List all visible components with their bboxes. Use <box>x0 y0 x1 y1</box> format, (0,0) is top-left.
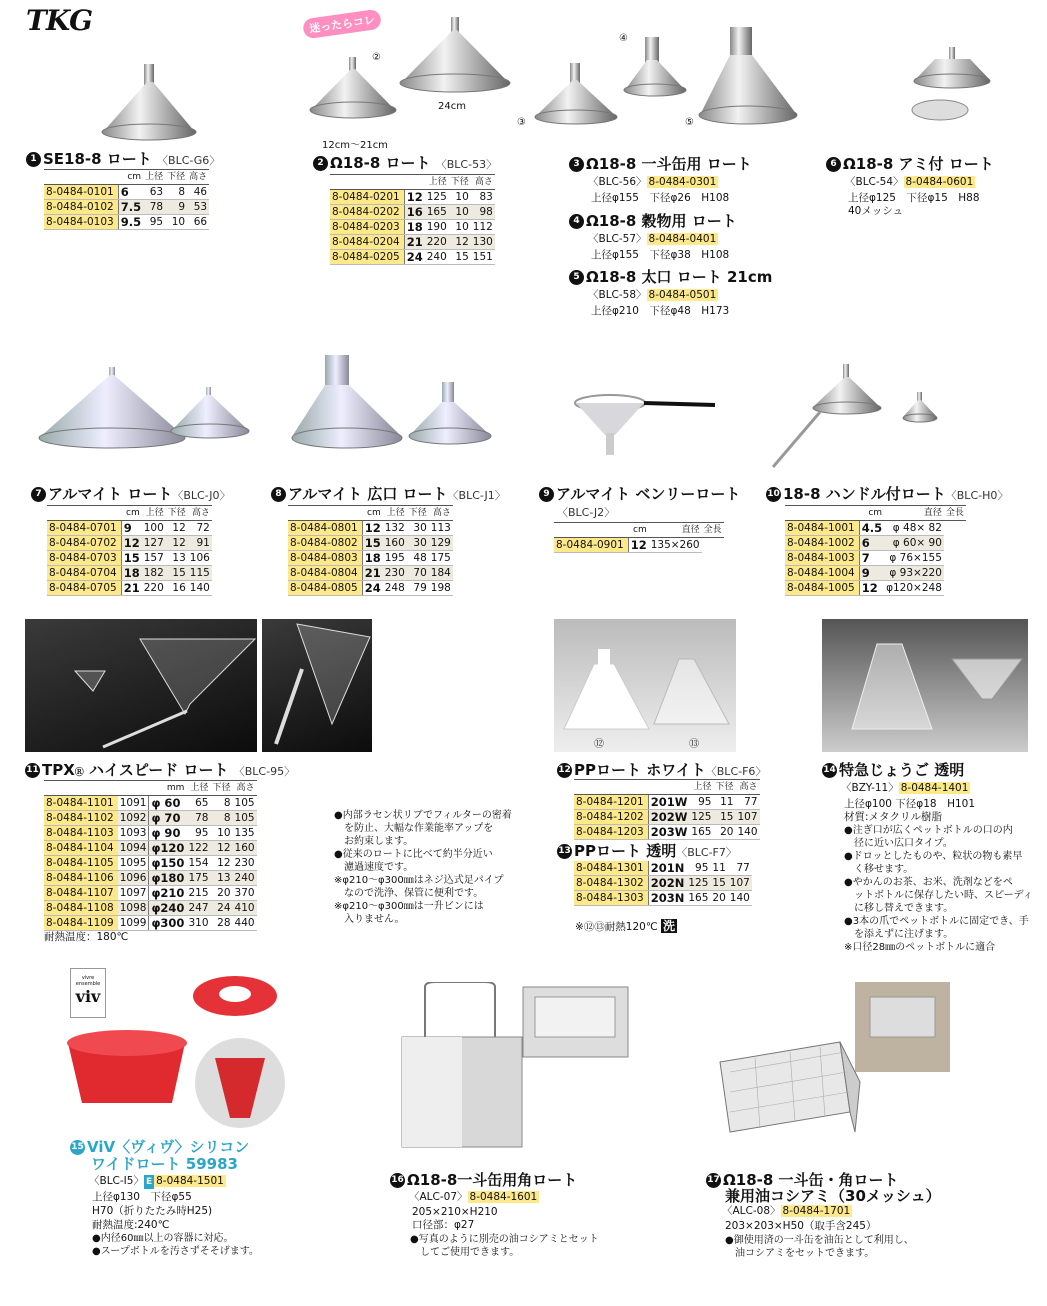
image-label: ⑬ <box>689 739 699 750</box>
code-line: 〈ALC-08〉 8-0484-1701 <box>722 1205 851 1217</box>
funnel-image-1 <box>95 62 205 147</box>
quick-funnel-photo <box>822 619 1028 752</box>
spec-table: 上径 下径 高さ 8-0484-0201 12 125 10 83 8-0484-0202 16 165 10 98 8-0484-0203 18 190 10 112 8-0484-0204 21 220 12 130 8-0484-0205 24 240 15 151 <box>330 174 495 265</box>
feature-notes: ●内部ラセン状リブでフィルターの密着 を防止、大幅な作業能率アップを お約束します。 ●従来のロートに比べて約半分近い 濾過速度です。 ※φ210～φ300㎜はネジ込式足パイプ なので洗浄、保管に便利です。 ※φ210～φ300㎜は一升ビンには 入りません。 <box>334 810 512 925</box>
heat-note: ※⑫⑬耐熱120℃ 洗 <box>575 919 675 933</box>
spec-line: H70（折りたたみ時H25) <box>92 1205 213 1217</box>
product-title: 10 18-8 ハンドル付ロート〈BLC-H0〉 <box>767 485 1009 503</box>
funnel-image-10 <box>765 362 965 472</box>
feature-notes: ●御使用済の一斗缶を油缶として利用し、 油コシアミをセットできます。 <box>725 1235 914 1259</box>
dishwasher-icon: 洗 <box>662 919 675 933</box>
image-label: ⑤ <box>685 117 694 128</box>
product-title-2: ワイドロート 59983 <box>91 1155 238 1173</box>
code-line: 〈BLC-I5〉 E 8-0484-1501 <box>89 1175 224 1187</box>
product-title: 12 PPロート ホワイト〈BLC-F6〉 <box>558 761 767 779</box>
spec-line: 205×210×H210 <box>412 1206 498 1218</box>
funnel-image-8 <box>285 350 510 460</box>
pp-funnel-photo <box>554 619 736 752</box>
funnel-image-6 <box>895 45 1005 125</box>
product-title: 2 Ω18-8 ロート 〈BLC-53〉 <box>313 154 497 174</box>
spec-line: 203×203×H50（取手含245） <box>725 1220 877 1232</box>
spec-line: 上径φ125 下径φ15 H88 <box>848 192 980 204</box>
spec-table: 8-0484-1301 201N 95 11 77 8-0484-1302 202N 125 15 107 8-0484-1303 203N 165 20 140 <box>576 861 750 905</box>
viv-logo: vivre ensemble viv <box>70 968 106 1018</box>
brand-logo: TKG <box>26 4 93 37</box>
product-title-2: 兼用油コシアミ（30メッシュ） <box>725 1187 941 1205</box>
spec-table: cm 上径 下径 高さ 8-0484-0701 9 100 12 72 8-0484-0702 12 127 12 91 8-0484-0703 15 157 13 106 8-0484-0704 18 182 15 115 8-0484-0705 21 220 16 140 <box>47 505 212 596</box>
e-icon: E <box>145 1177 153 1187</box>
funnel-image-7 <box>30 365 270 460</box>
product-title: 3 Ω18-8 一斗缶用 ロート <box>569 155 752 173</box>
product-title: 11 TPXⓇ ハイスピード ロート 〈BLC-95〉 <box>26 761 296 779</box>
feature-notes: ●注ぎ口が広くペットボトルの口の内 径に近い広口タイプ。 ●ドロッとしたものや、粒状の物も素早 く移せます。 ●やかんのお茶、お米、洗剤などをペ ットボトルに保存したい時、スピーディ に移し替えできます。 ●3本の爪でペットボトルに固定でき、手 を添えずに注げます。 ※口径28㎜のペットボトルに適合 <box>844 825 1033 953</box>
product-title: 17 Ω18-8 一斗缶・角ロート <box>707 1171 899 1189</box>
product-title: 16 Ω18-8一斗缶用角ロート <box>391 1171 578 1189</box>
feature-notes: ●内径60㎜以上の容器に対応。 ●スープボトルを汚さずそそげます。 <box>92 1233 259 1257</box>
spec-line: 口径部：φ27 <box>412 1219 475 1231</box>
code-line: 〈ALC-07〉 8-0484-1601 <box>409 1191 538 1203</box>
square-funnel-image <box>395 982 635 1172</box>
spec-line: 材質:メタクリル樹脂 <box>844 811 943 823</box>
heat-note: 耐熱温度：180℃ <box>44 931 129 943</box>
code-line: 〈BLC-56〉 8-0484-0301 <box>588 176 717 188</box>
spec-table: cm 直径 全長 8-0484-0901 12 135×260 <box>554 522 724 553</box>
image-label: ② <box>372 52 381 63</box>
funnel-image-2a <box>305 55 400 135</box>
spec-line: 40メッシュ <box>848 205 904 217</box>
size-label-small: 12cm～21cm <box>322 140 388 151</box>
product-title: 15 ViV〈ヴィヴ〉シリコン <box>71 1138 250 1156</box>
spec-table: cm 上径 下径 高さ 8-0484-0801 12 132 30 113 8-0484-0802 15 160 30 129 8-0484-0803 18 195 48 175 8-0484-0804 21 230 70 184 8-0484-0805 24 248 79 198 <box>288 505 453 596</box>
spec-line: 上径φ155 下径φ26 H108 <box>591 192 730 204</box>
product-title: 1 SE18-8 ロート 〈BLC-G6〉 <box>26 150 220 170</box>
tpx-funnel-photo-1 <box>25 619 257 752</box>
code-line: 〈BLC-58〉 8-0484-0501 <box>588 289 717 301</box>
code-line: 〈BLC-54〉 8-0484-0601 <box>845 176 974 188</box>
spec-line: 耐熱温度:240℃ <box>92 1219 170 1231</box>
image-label: ⑫ <box>594 739 604 750</box>
silicone-funnel-image <box>60 968 285 1133</box>
spec-table: mm 上径 下径 高さ 8-0484-1101 1091 φ 60 65 8 105 8-0484-1102 1092 φ 70 78 8 105 8-0484-1103 1093 φ 90 95 10 135 8-0484-1104 1094 φ120 122 12 160 8-0484-1105 1095 φ150 154 12 230 8-0484-1106 1096 φ180 175 13 240 8-0484-1107 1097 φ210 215 20 370 8-0484-1108 1098 φ240 247 24 410 8-0484-1109 1099 φ300 310 28 440 <box>44 780 257 931</box>
recommend-badge: 迷ったらコレ <box>302 9 382 40</box>
code-line: 〈BZY-11〉 8-0484-1401 <box>841 782 969 794</box>
model-code: 〈BLC-J2〉 <box>557 506 616 519</box>
product-title: 7 アルマイト ロート〈BLC-J0〉 <box>31 485 231 505</box>
product-title: 5 Ω18-8 太口 ロート 21cm <box>569 268 772 286</box>
funnel-image-3-5 <box>525 25 815 135</box>
size-label-large: 24cm <box>438 101 466 112</box>
spec-line: 上径φ210 下径φ48 H173 <box>591 305 730 317</box>
spec-table: cm 上径 下径 高さ 8-0484-0101 6 63 8 46 8-0484-0102 7.5 78 9 53 8-0484-0103 9.5 95 10 66 <box>44 169 209 230</box>
product-title: 6 Ω18-8 アミ付 ロート <box>826 155 994 173</box>
product-title: 14 特急じょうご 透明 <box>823 761 965 779</box>
product-title: 9 アルマイト ベンリーロート <box>539 485 740 503</box>
image-label: ③ <box>517 117 526 128</box>
feature-notes: ●写真のように別売の油コシアミとセット してご使用できます。 <box>410 1234 599 1258</box>
product-title: 8 アルマイト 広口 ロート〈BLC-J1〉 <box>271 485 506 505</box>
spec-line: 上径φ155 下径φ38 H108 <box>591 249 730 261</box>
funnel-image-2b <box>395 15 515 105</box>
spec-line: 上径φ100 下径φ18 H101 <box>844 798 976 810</box>
spec-table: 上径 下径 高さ 8-0484-1201 201W 95 11 77 8-0484-1202 202W 125 15 107 8-0484-1203 203W 165 20 140 <box>574 779 760 840</box>
tpx-funnel-photo-2 <box>262 619 372 752</box>
image-label: ④ <box>619 33 628 44</box>
spec-table: cm 直径 全長 8-0484-1001 4.5 φ 48× 82 8-0484-1002 6 φ 60× 90 8-0484-1003 7 φ 76×155 8-0484-1004 9 φ 93×220 8-0484-1005 12 φ120×248 <box>785 505 966 596</box>
code-line: 〈BLC-57〉 8-0484-0401 <box>588 233 717 245</box>
product-title: 13 PPロート 透明〈BLC-F7〉 <box>558 842 737 860</box>
product-title: 4 Ω18-8 穀物用 ロート <box>569 212 737 230</box>
spec-line: 上径φ130 下径φ55 <box>92 1191 192 1203</box>
oil-strainer-image <box>710 982 960 1162</box>
funnel-image-9 <box>570 385 720 465</box>
